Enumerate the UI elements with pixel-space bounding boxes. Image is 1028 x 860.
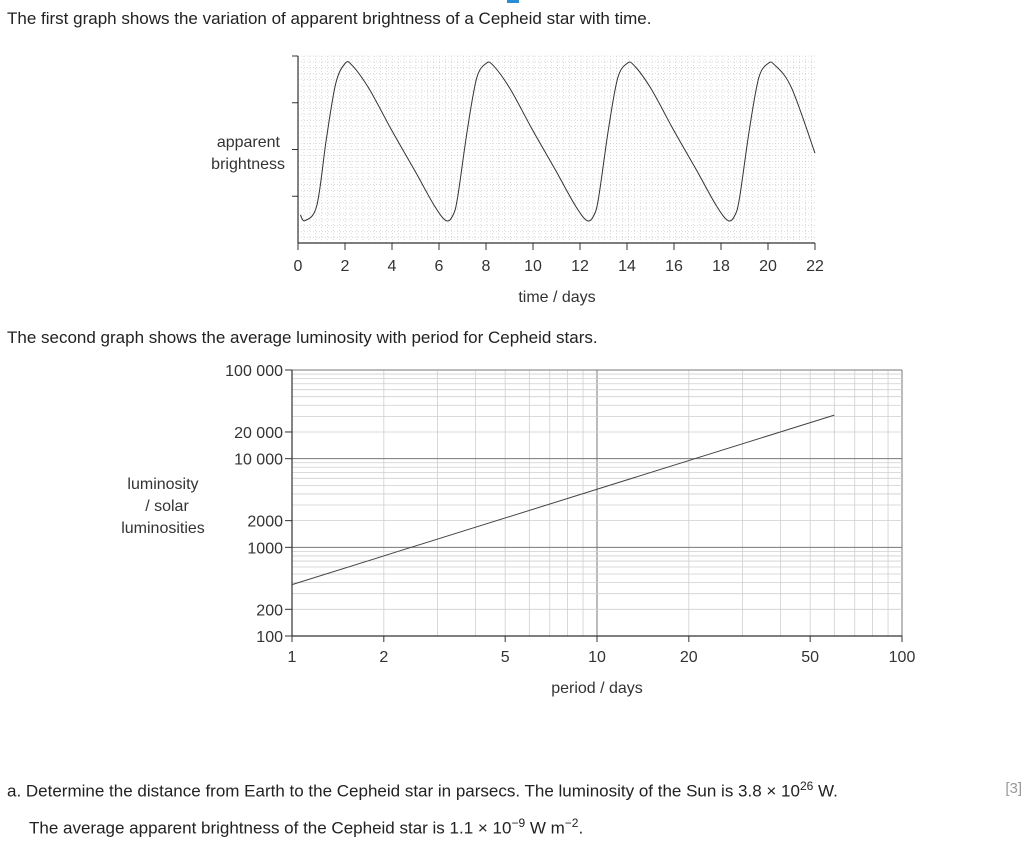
luminosity-chart bbox=[0, 355, 1028, 715]
question-unit-w: W. bbox=[813, 781, 838, 801]
marks-badge: [3] bbox=[1005, 780, 1022, 797]
x-tick-label: 16 bbox=[665, 258, 683, 275]
brightness-grid bbox=[298, 56, 815, 243]
x-tick-label: 22 bbox=[806, 258, 824, 275]
brightness-y-label-line2: brightness bbox=[211, 156, 285, 173]
x-tick-label: 0 bbox=[293, 258, 303, 275]
question-exponent-26: 26 bbox=[799, 779, 814, 793]
x-tick-label: 8 bbox=[481, 258, 491, 275]
luminosity-x-axis-label: period / days bbox=[551, 680, 643, 697]
luminosity-y-label-line3: luminosities bbox=[121, 520, 205, 537]
luminosity-y-label-line1: luminosity bbox=[127, 476, 199, 493]
y-tick-label: 200 bbox=[256, 602, 283, 620]
y-tick-label: 100 000 bbox=[225, 363, 283, 380]
graph2-intro-text: The second graph shows the average luminosity with period for Cepheid stars. bbox=[7, 328, 598, 347]
y-tick-label: 1000 bbox=[247, 540, 283, 558]
y-tick-label: 20 000 bbox=[234, 424, 283, 442]
y-tick-label: 10 000 bbox=[234, 451, 283, 469]
question-exponent-minus2: −2 bbox=[564, 816, 579, 830]
question-text-a: a. Determine the distance from Earth to the Cepheid star in parsecs. The luminosity of the Sun is 3.8 × 10 bbox=[7, 781, 800, 801]
graph1-intro-text: The first graph shows the variation of apparent brightness of a Cepheid star with time. bbox=[7, 9, 652, 28]
x-tick-label: 10 bbox=[524, 258, 542, 275]
x-tick-label: 14 bbox=[618, 258, 636, 275]
question-text-b: The average apparent brightness of the Cepheid star is 1.1 × 10 bbox=[29, 818, 512, 838]
question-exponent-minus9: −9 bbox=[511, 816, 526, 830]
x-tick-label: 10 bbox=[588, 649, 606, 666]
brightness-chart bbox=[0, 0, 1028, 320]
question-period: . bbox=[578, 818, 584, 838]
x-tick-label: 5 bbox=[500, 649, 510, 666]
question-unit-wm: W m bbox=[525, 818, 565, 838]
question-line-1 bbox=[7, 779, 838, 802]
question-line-2 bbox=[29, 816, 583, 839]
x-tick-label: 1 bbox=[287, 649, 297, 666]
luminosity-ticks bbox=[225, 363, 915, 666]
luminosity-period-line bbox=[292, 415, 834, 584]
brightness-y-label-line1: apparent bbox=[216, 134, 280, 151]
x-tick-label: 20 bbox=[759, 258, 777, 275]
x-tick-label: 6 bbox=[434, 258, 444, 275]
y-tick-label: 2000 bbox=[247, 513, 283, 531]
x-tick-label: 18 bbox=[712, 258, 730, 275]
x-tick-label: 100 bbox=[888, 649, 916, 666]
x-tick-label: 2 bbox=[379, 649, 389, 666]
luminosity-y-label-line2: / solar bbox=[145, 498, 189, 515]
brightness-x-axis-label: time / days bbox=[518, 289, 596, 306]
brightness-x-ticks bbox=[294, 243, 824, 275]
x-tick-label: 12 bbox=[571, 258, 589, 275]
x-tick-label: 4 bbox=[387, 258, 397, 275]
luminosity-grid bbox=[292, 370, 902, 636]
y-tick-label: 100 bbox=[256, 629, 283, 646]
x-tick-label: 20 bbox=[679, 649, 698, 666]
x-tick-label: 50 bbox=[801, 649, 820, 666]
x-tick-label: 2 bbox=[340, 258, 350, 275]
